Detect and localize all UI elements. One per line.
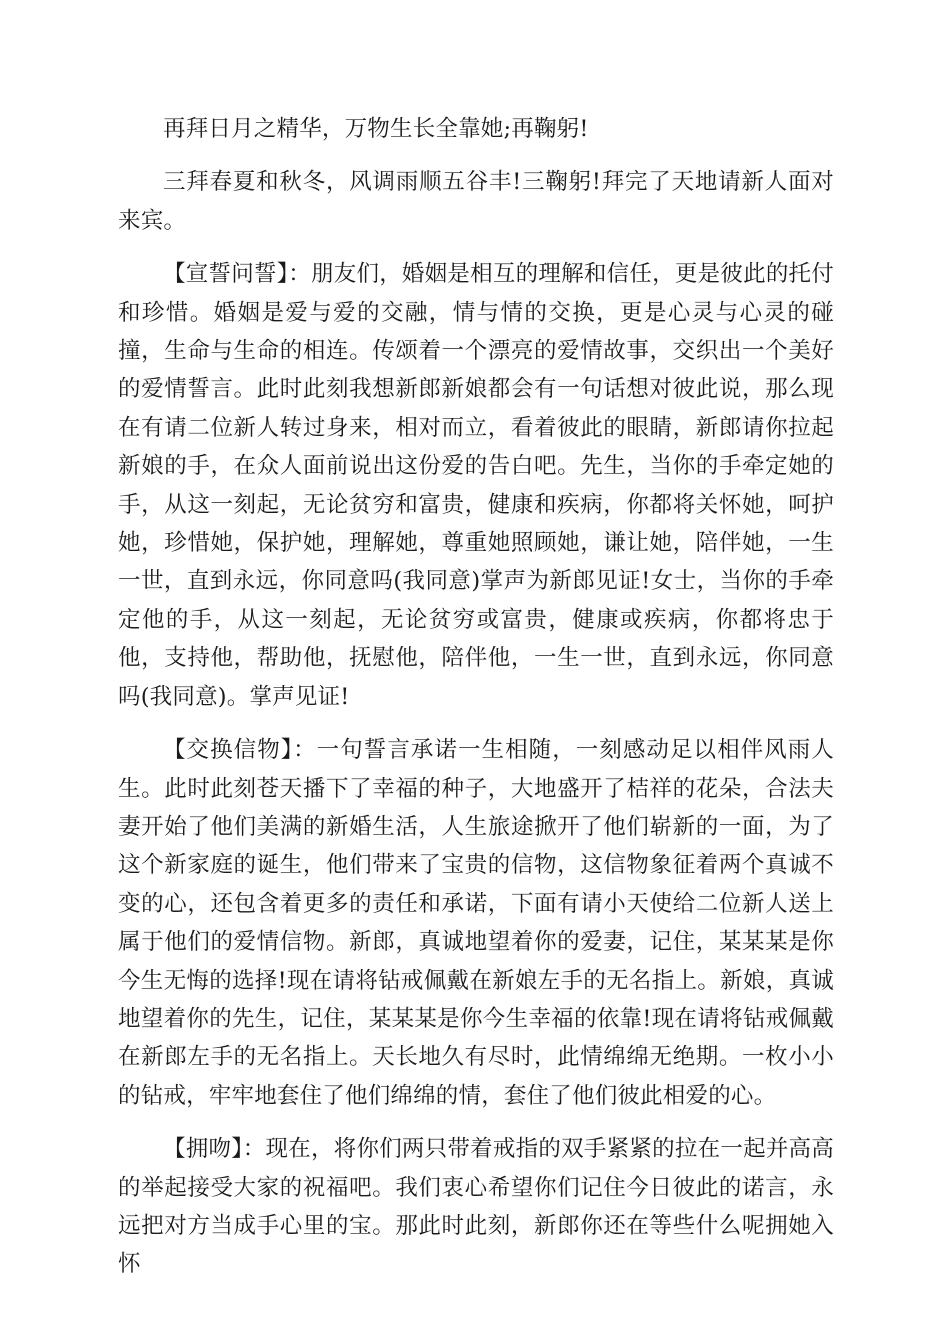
paragraph-text: ：朋友们，婚姻是相互的理解和信任，更是彼此的托付和珍惜。婚姻是爱与爱的交融，情与情的交换，更是心灵与心灵的碰撞，生命与生命的相连。传颂着一个漂亮的爱情故事，交织出一个美好的爱情誓言。此时此刻我想新郎新娘都会有一句话想对彼此说，那么现在有请二位新人转过身来，相对而立，看着彼此的眼睛，新郎请你拉起新娘的手，在众人面前说出这份爱的告白吧。先生，当你的手牵定她的手，从这一刻起，无论贫穷和富贵，健康和疾病，你都将关怀她，呵护她，珍惜她，保护她，理解她，尊重她照顾她，谦让她，陪伴她，一生一世，直到永远，你同意吗(我同意)掌声为新郎见证!女士，当你的手牵定他的手，从这一刻起，无论贫穷或富贵，健康或疾病，你都将忠于他，支持他，帮助他，抚慰他，陪伴他，一生一世，直到永远，你同意吗(我同意)。掌声见证!: [118, 261, 834, 710]
paragraph-heading: 【交换信物】: [163, 737, 294, 764]
paragraph-heading: 【宣誓问誓】: [163, 261, 289, 288]
paragraph-heading: 【拥吻】: [163, 1136, 243, 1163]
paragraph-text: ：一句誓言承诺一生相随，一刻感动足以相伴风雨人生。此时此刻苍天播下了幸福的种子，大地盛开了桔祥的花朵，合法夫妻开始了他们美满的新婚生活，人生旅途掀开了他们崭新的一面，为了这个新家庭的诞生，他们带来了宝贵的信物，这信物象征着两个真诚不变的心，还包含着更多的责任和承诺，下面有请小天使给二位新人送上属于他们的爱情信物。新郎，真诚地望着你的爱妻，记住，某某某是你今生无悔的选择!现在请将钻戒佩戴在新娘左手的无名指上。新娘，真诚地望着你的先生，记住，某某某是你今生幸福的依靠!现在请将钻戒佩戴在新郎左手的无名指上。天长地久有尽时，此情绵绵无绝期。一枚小小的钻戒，牢牢地套住了他们绵绵的情，套住了他们彼此相爱的心。: [118, 737, 835, 1109]
paragraph-text: 三拜春夏和秋冬，风调雨顺五谷丰!三鞠躬!拜完了天地请新人面对来宾。: [118, 169, 834, 234]
paragraph-vows: [118, 255, 834, 716]
paragraph-kiss: [118, 1130, 834, 1284]
document-page: [118, 110, 834, 1299]
paragraph-text: ：现在，将你们两只带着戒指的双手紧紧的拉在一起并高高的举起接受大家的祝福吧。我们衷心希望你们记住今日彼此的诺言，永远把对方当成手心里的宝。那此时此刻，新郎你还在等些什么呢拥她入怀: [118, 1136, 834, 1278]
paragraph-bow-sun-moon: [118, 110, 834, 148]
paragraph-bow-seasons: [118, 163, 834, 240]
paragraph-text: 再拜日月之精华，万物生长全靠她;再鞠躬!: [163, 116, 589, 142]
paragraph-exchange-rings: [118, 731, 834, 1115]
